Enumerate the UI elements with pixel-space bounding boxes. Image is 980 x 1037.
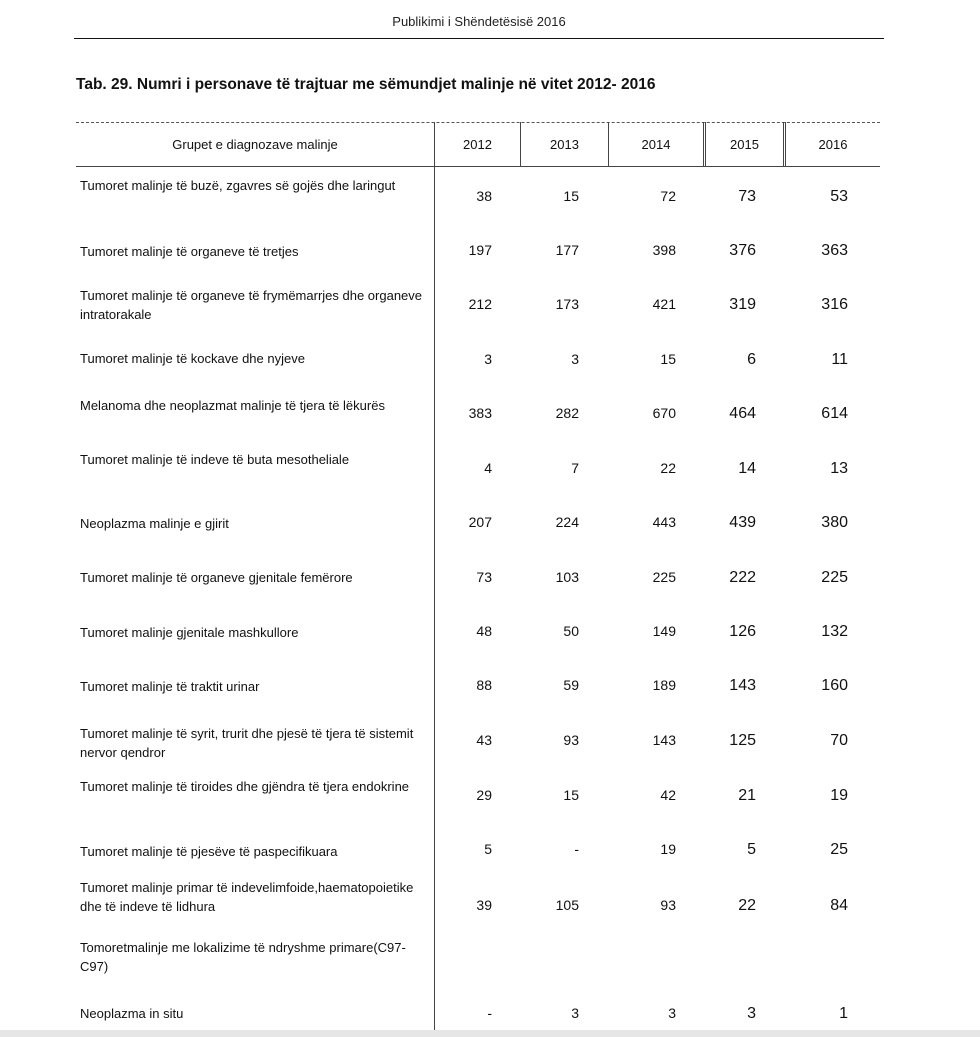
cell-value-2015: 22 [738,897,756,914]
viewer-bottom-bar [0,1030,980,1037]
row-label: Tumoret malinje të traktit urinar [80,679,260,694]
cell-value-2012: 48 [476,623,492,639]
cell-value-2016: 1 [839,1005,848,1022]
cell-value-2014: 149 [652,623,676,639]
cell-value-2013: 3 [571,1005,579,1021]
header-year-2012: 2012 [463,136,492,152]
cell-value-2016: 19 [830,787,848,804]
cell-value-2014: 15 [660,351,676,367]
row-label: Tumoret malinje gjenitale mashkullore [80,625,299,640]
cell-value-2015: 222 [729,569,756,586]
cell-value-2015: 73 [738,188,756,205]
cell-value-2015: 5 [747,841,756,858]
cell-value-2015: 21 [738,787,756,804]
cell-value-2015: 376 [729,242,756,259]
cell-value-2015: 14 [738,460,756,477]
cell-value-2013: 103 [555,569,579,585]
row-label: Tumoret malinje të organeve gjenitale femërore [80,570,353,585]
cell-value-2013: 7 [571,460,579,476]
cell-value-2012: 29 [476,787,492,803]
cell-value-2015: 319 [729,296,756,313]
cell-value-2014: 670 [652,405,676,421]
header-diagnosis-groups: Grupet e diagnozave malinje [172,136,338,152]
cell-value-2013: 15 [563,787,579,803]
cell-value-2015: 126 [729,623,756,640]
cell-value-2014: 42 [660,787,676,803]
cell-value-2013: 224 [555,514,579,530]
cell-value-2012: 383 [468,405,492,421]
cell-value-2014: 421 [652,296,676,312]
cell-value-2012: 5 [484,841,492,857]
cell-value-2012: 88 [476,677,492,693]
cell-value-2016: 13 [830,460,848,477]
cell-value-2012: 212 [468,296,492,312]
cell-value-2013: 105 [555,897,579,913]
header-year-2015: 2015 [730,136,759,152]
cell-value-2016: 363 [821,242,848,259]
cell-value-2016: 70 [830,732,848,749]
cell-value-2016: 25 [830,841,848,858]
cell-value-2012: 197 [468,242,492,258]
header-year-2014: 2014 [641,136,671,152]
cell-value-2016: 84 [830,897,848,914]
cell-value-2013: 3 [571,351,579,367]
cell-value-2013: 93 [563,732,579,748]
row-label: Tumoret malinje të pjesëve të paspecifikuara [80,844,338,859]
cell-value-2013: 282 [555,405,579,421]
cell-value-2014: 93 [660,897,676,913]
row-label: Tumoret malinje të kockave dhe nyjeve [80,351,305,366]
table-header-divider [76,166,880,167]
cell-value-2012: 38 [476,188,492,204]
row-label: Tumoret malinje primar të indevelimfoide,haematopoietike dhe të indeve të lidhura [80,880,414,914]
cell-value-2016: 316 [821,296,848,313]
header-rule [74,38,884,39]
cell-value-2012: 3 [484,351,492,367]
cell-value-2016: 53 [830,188,848,205]
column-divider [434,122,435,1037]
cell-value-2016: 380 [821,514,848,531]
cell-value-2013: - [574,841,579,857]
row-label: Neoplazma in situ [80,1006,184,1021]
cell-value-2012: 73 [476,569,492,585]
cell-value-2014: 143 [652,732,676,748]
row-label: Neoplazma malinje e gjirit [80,516,229,531]
cell-value-2015: 439 [729,514,756,531]
cell-value-2013: 173 [555,296,579,312]
row-label: Tumoret malinje të syrit, trurit dhe pjesë të tjera të sistemit nervor qendror [80,726,414,760]
cell-value-2014: 22 [660,460,676,476]
cell-value-2014: 19 [660,841,676,857]
table-title: Tab. 29. Numri i personave të trajtuar me sëmundjet malinje në vitet 2012- 2016 [76,76,656,93]
cell-value-2014: 3 [668,1005,676,1021]
row-label: Tumoret malinje të organeve të tretjes [80,244,299,259]
cell-value-2015: 6 [747,351,756,368]
cell-value-2013: 50 [563,623,579,639]
cell-value-2014: 225 [652,569,676,585]
cell-value-2012: 43 [476,732,492,748]
data-table [76,122,880,1037]
page-header: Publikimi i Shëndetësisë 2016 [392,14,566,29]
row-label: Tumoret malinje të organeve të frymëmarrjes dhe organeve intratorakale [80,288,423,322]
cell-value-2015: 464 [729,405,756,422]
header-year-2016: 2016 [818,136,848,152]
cell-value-2013: 177 [555,242,579,258]
cell-value-2012: 4 [484,460,492,476]
cell-value-2016: 132 [821,623,848,640]
cell-value-2015: 143 [729,677,756,694]
row-label: Tumoret malinje të buzë, zgavres së gojës dhe laringut [80,178,396,193]
cell-value-2014: 72 [660,188,676,204]
cell-value-2015: 125 [729,732,756,749]
cell-value-2014: 398 [652,242,676,258]
cell-value-2012: 207 [468,514,492,530]
cell-value-2013: 59 [563,677,579,693]
cell-value-2015: 3 [747,1005,756,1022]
cell-value-2016: 225 [821,569,848,586]
cell-value-2013: 15 [563,188,579,204]
cell-value-2014: 443 [652,514,676,530]
row-label: Tumoret malinje të tiroides dhe gjëndra të tjera endokrine [80,779,410,794]
cell-value-2014: 189 [652,677,676,693]
row-label: Melanoma dhe neoplazmat malinje të tjera të lëkurës [80,398,385,413]
row-label: Tomoretmalinje me lokalizime të ndryshme primare(C97-C97) [80,940,406,974]
cell-value-2016: 11 [831,351,848,368]
cell-value-2016: 614 [821,405,848,422]
cell-value-2012: 39 [476,897,492,913]
header-year-2013: 2013 [550,136,579,152]
cell-value-2016: 160 [821,677,848,694]
cell-value-2012: - [487,1005,492,1021]
row-label: Tumoret malinje të indeve të buta mesotheliale [80,452,350,467]
